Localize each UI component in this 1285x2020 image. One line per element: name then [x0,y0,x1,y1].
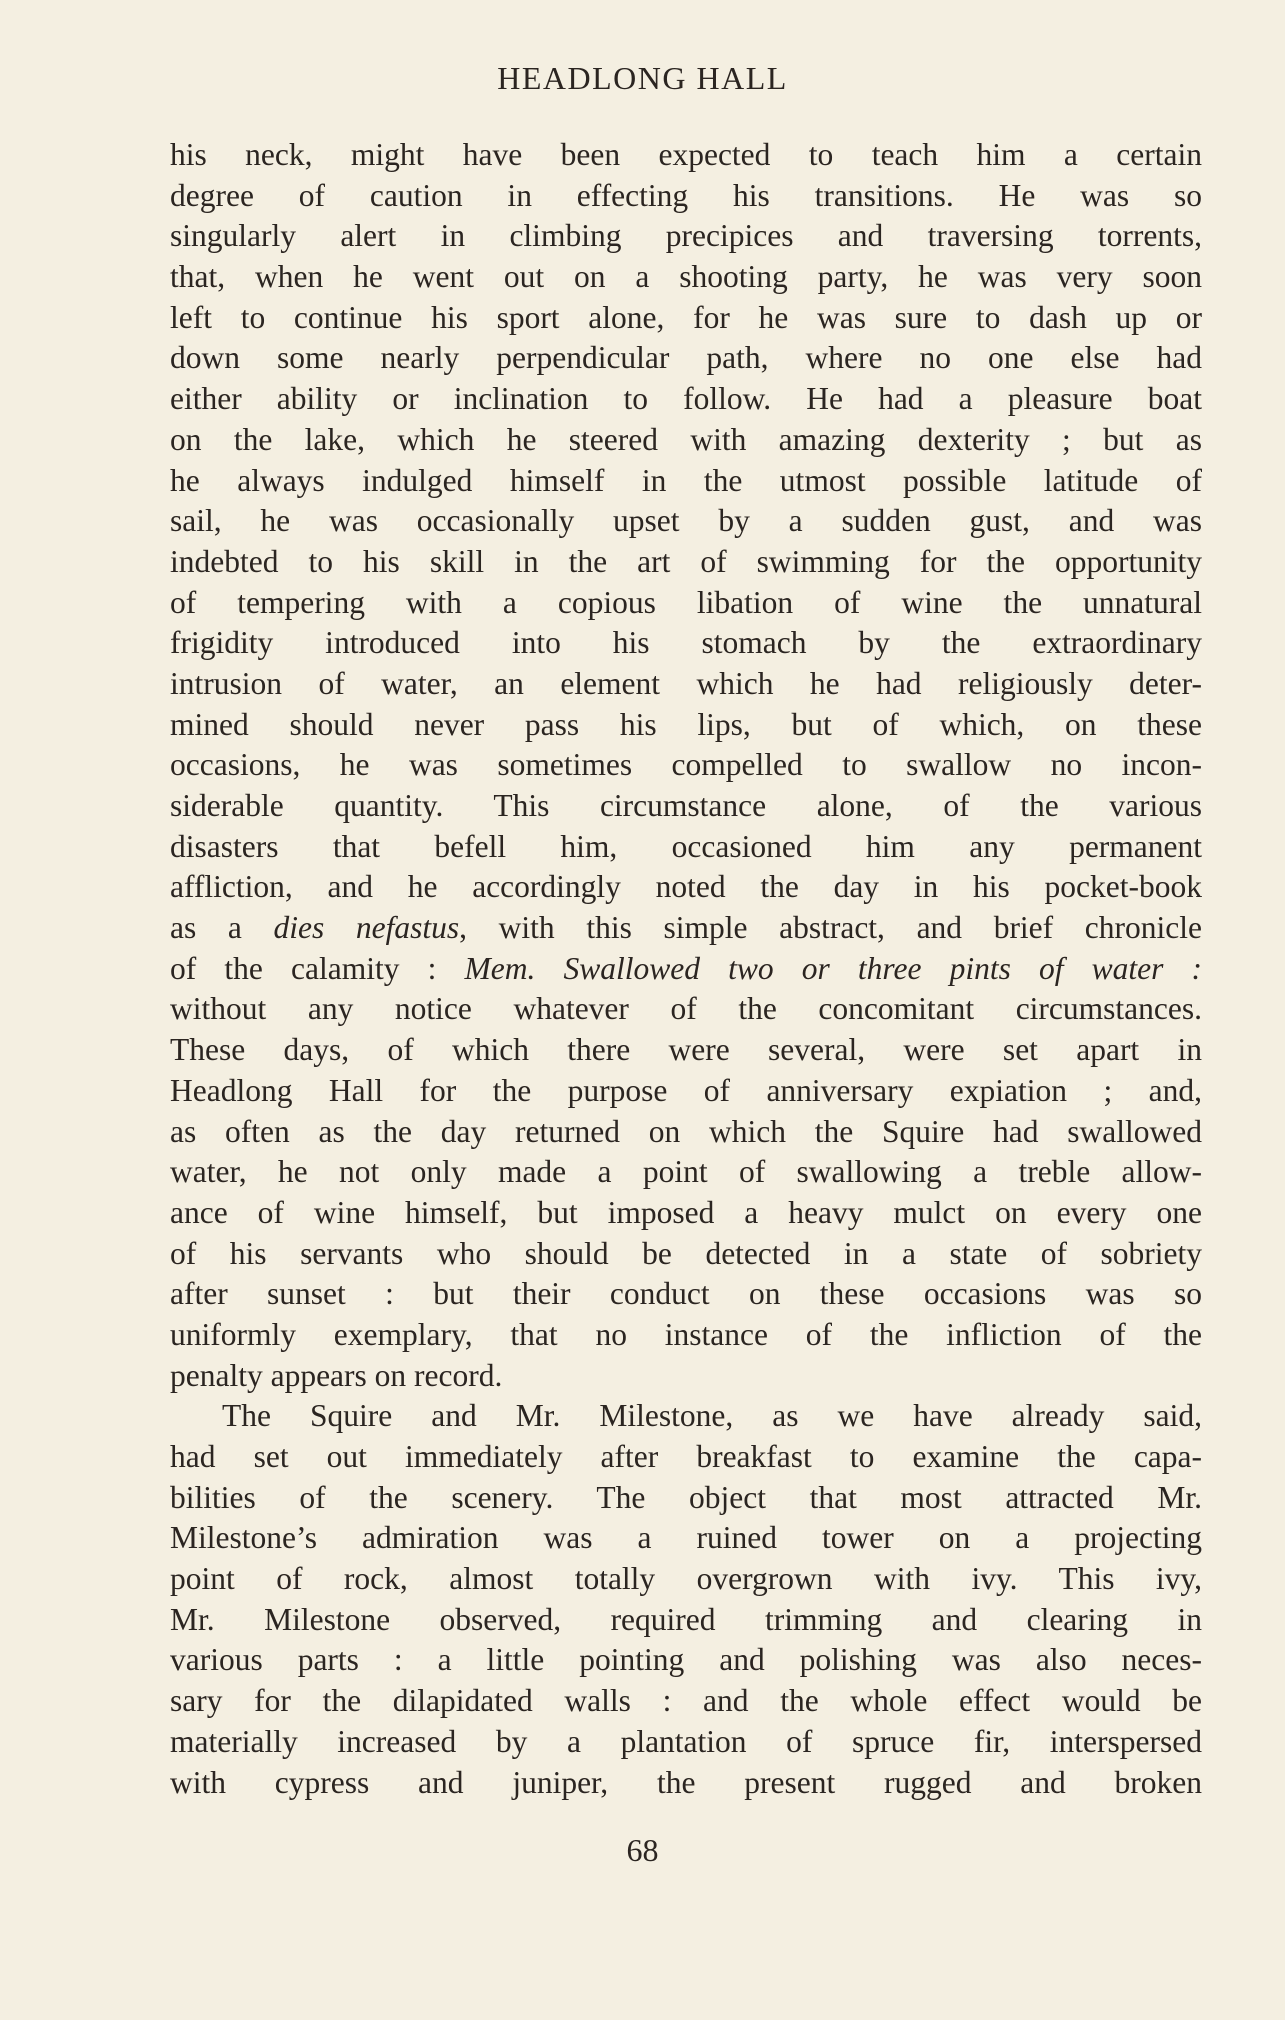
italic-phrase: dies nefastus [273,910,460,946]
text-line: intrusion of water, an element which he had religiously deter- [170,665,1202,701]
text-line: various parts : a little pointing and polishing was also neces- [170,1642,1202,1678]
page-number: 68 [626,1832,659,1868]
text-line: Milestone’s admiration was a ruined tower on a projecting [170,1520,1202,1556]
running-head: HEADLONG HALL [497,60,788,96]
text-line: materially increased by a plantation of spruce fir, interspersed [170,1723,1202,1759]
text-line: of his servants who should be detected in a state of sobriety [170,1235,1202,1271]
text-line: he always indulged himself in the utmost possible latitude of [170,462,1202,498]
text-line: affliction, and he accordingly noted the day in his pocket-book [170,869,1202,905]
text-line-with-italic [170,949,1202,990]
text-line: disasters that befell him, occasioned him any permanent [170,828,1202,864]
text-line: degree of caution in effecting his transitions. He was so [170,177,1202,213]
text-line: sail, he was occasionally upset by a sudden gust, and was [170,503,1202,539]
text-line: after sunset : but their conduct on these occasions was so [170,1276,1202,1312]
text-line: uniformly exemplary, that no instance of the infliction of the [170,1316,1202,1352]
text-line: bilities of the scenery. The object that most attracted Mr. [170,1479,1202,1515]
text-line: These days, of which there were several, were set apart in [170,1032,1202,1068]
text-line: his neck, might have been expected to teach him a certain [170,137,1202,172]
text-line: without any notice whatever of the concomitant circumstances. [170,991,1202,1027]
text-line: water, he not only made a point of swallowing a treble allow- [170,1154,1202,1190]
text-line: left to continue his sport alone, for he was sure to dash up or [170,299,1202,335]
text-line: that, when he went out on a shooting party, he was very soon [170,259,1202,295]
text-line: down some nearly perpendicular path, where no one else had [170,340,1202,376]
text-line: on the lake, which he steered with amazing dexterity ; but as [170,421,1202,457]
text-line: with cypress and juniper, the present rugged and broken [170,1764,1202,1800]
paragraph-end-line: penalty appears on record. [170,1357,503,1393]
text-line-with-italic [170,908,1202,949]
text-run: , with this simple abstract, and brief chronicle [459,910,1202,946]
text-line: siderable quantity. This circumstance alone, of the various [170,788,1202,823]
text-line: frigidity introduced into his stomach by the extraordinary [170,625,1202,661]
text-line: occasions, he was sometimes compelled to swallow no incon- [170,747,1202,783]
text-line: Mr. Milestone observed, required trimming and clearing in [170,1601,1202,1637]
text-line: as often as the day returned on which the Squire had swallowed [170,1113,1202,1149]
text-line: mined should never pass his lips, but of which, on these [170,706,1202,742]
text-line: either ability or inclination to follow. He had a pleasure boat [170,381,1202,417]
body-text [170,135,1202,1803]
text-line: sary for the dilapidated walls : and the whole effect would be [170,1683,1202,1719]
italic-phrase: Mem. Swallowed two or three pints of water : [464,950,1202,986]
text-run: of the calamity : [170,950,465,986]
text-line: point of rock, almost totally overgrown with ivy. This ivy, [170,1561,1202,1597]
paragraph-start-line: The Squire and Mr. Milestone, as we have already said, [222,1398,1202,1434]
text-line: indebted to his skill in the art of swimming for the opportunity [170,543,1202,579]
text-line: of tempering with a copious libation of wine the unnatural [170,584,1202,620]
text-line: ance of wine himself, but imposed a heavy mulct on every one [170,1194,1202,1230]
text-run: as a [170,910,274,946]
text-line: had set out immediately after breakfast to examine the capa- [170,1439,1202,1474]
text-line: Headlong Hall for the purpose of anniversary expiation ; and, [170,1072,1202,1108]
text-line: singularly alert in climbing precipices and traversing torrents, [170,218,1202,254]
